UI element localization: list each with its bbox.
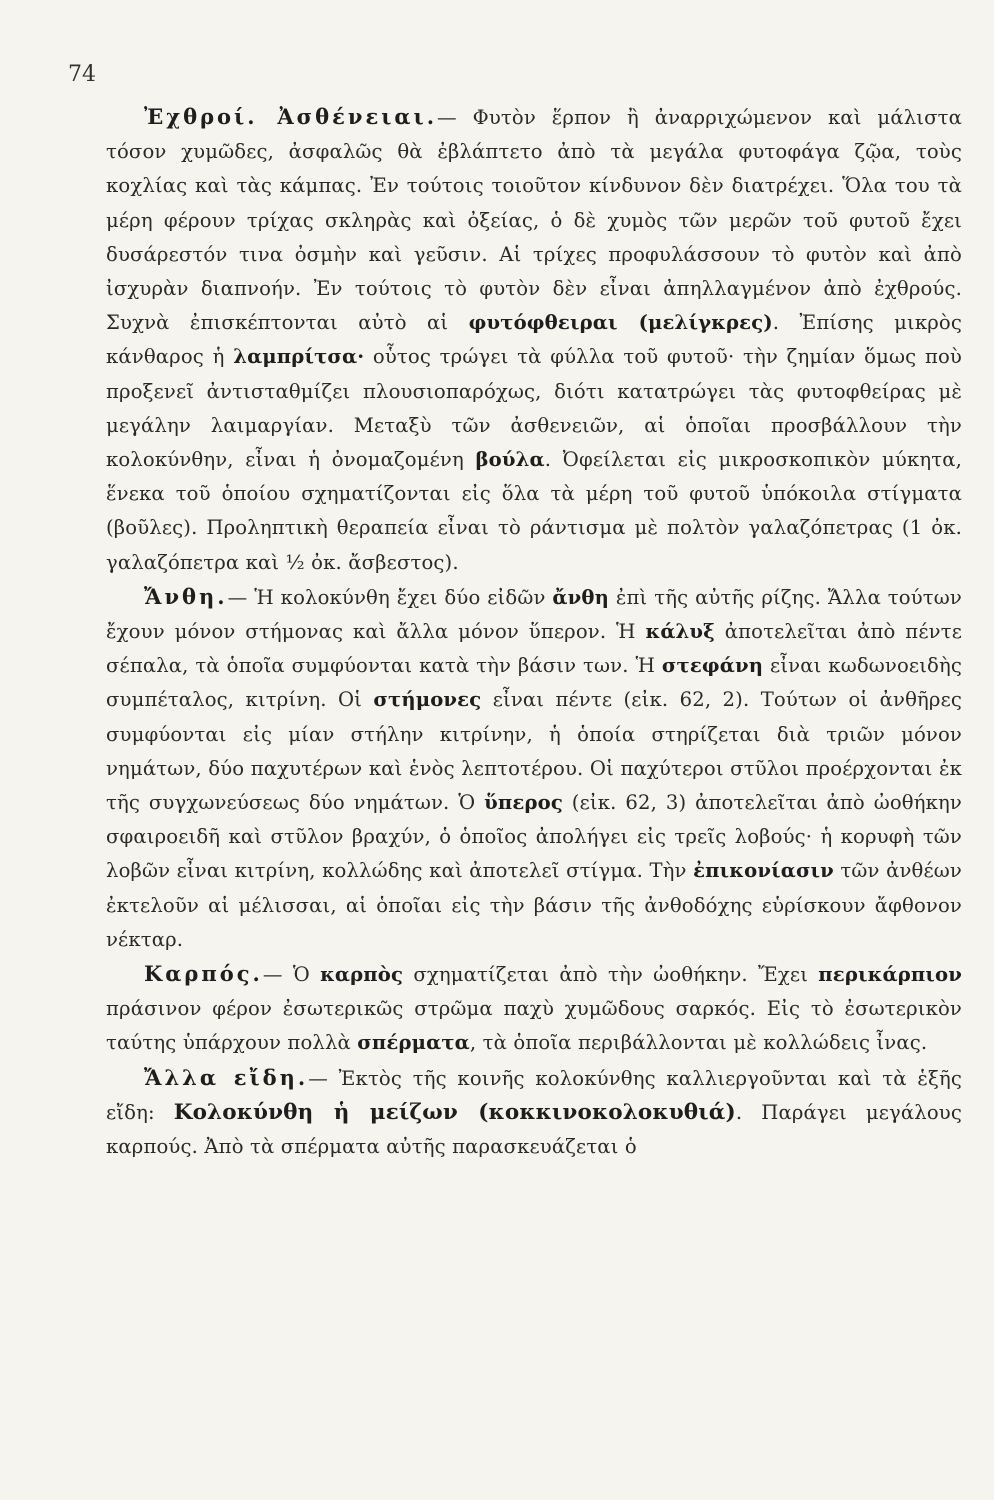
paragraph-fruit (106, 957, 962, 1061)
bold-term: Κολοκύνθη ἡ μείζων (κοκκινοκολοκυθιά) (173, 1099, 736, 1125)
bold-term: σπέρματα (357, 1031, 470, 1055)
text-run: — Ἐκτὸς τῆς κοινῆς κολοκύνθης καλλιεργοῦνται καὶ τὰ ἑξῆς εἴδη: (106, 1066, 962, 1124)
bold-term: περικάρπιον (818, 963, 962, 987)
bold-term: λαμπρίτσα· (233, 345, 365, 369)
section-heading: Ἄλλα εἴδη. (144, 1064, 309, 1090)
bold-term: κάλυξ (645, 620, 715, 644)
text-run: εἶναι κωδωνοειδὴς συμπέταλος, κιτρίνη. Οἱ (106, 654, 962, 712)
bold-term: φυτόφθειραι (μελίγκρες) (468, 311, 773, 335)
text-run: (εἰκ. 62, 3) ἀποτελεῖται ἀπὸ ὠοθήκην σφαιροειδῆ καὶ στῦλον βραχύν, ὁ ὁποῖος ἀπολήγει εἰς τρεῖς λοβούς· ἡ κορυφὴ τῶν λοβῶν εἶναι κιτρίνη, κολλώδης καὶ ἀποτελεῖ στίγμα. Τὴν (106, 791, 962, 883)
text-run: τῶν ἀνθέων ἐκτελοῦν αἱ μέλισσαι, αἱ ὁποῖαι εἰς τὴν βάσιν τῆς ἀνθοδόχης εὑρίσκουν ἄφθονον νέκταρ. (106, 859, 962, 951)
text-run: ἐπὶ τῆς αὐτῆς ρίζης. Ἄλλα τούτων ἔχουν μόνον στήμονας καὶ ἄλλα μόνον ὕπερον. Ἡ (106, 585, 962, 644)
bold-term: στεφάνη (661, 654, 764, 678)
section-heading: Καρπός. (144, 961, 263, 987)
bold-term: ὕπερος (484, 791, 563, 815)
bold-term: καρπὸς (320, 963, 404, 987)
text-run: . Ἐπίσης μικρὸς κάνθαρος ἡ (106, 311, 962, 369)
text-run: . Ὀφείλεται εἰς μικροσκοπικὸν μύκητα, ἕνεκα τοῦ ὁποίου σχηματίζονται εἰς ὅλα τὰ μέρη τοῦ φυτοῦ ὑπόκοιλα στίγματα (βοῦλες). Προληπτικὴ θεραπεία εἶναι τὸ ράντισμα μὲ πολτὸν γαλαζόπετρας (1 ὀκ. γαλαζόπετρα καὶ ½ ὀκ. ἄσβεστος). (106, 448, 962, 574)
bold-term: βούλα (475, 448, 545, 472)
text-run: — Ὁ (262, 963, 321, 987)
text-run: πράσινον φέρον ἐσωτερικῶς στρῶμα παχὺ χυμῶδους σαρκός. Εἰς τὸ ἐσωτερικὸν ταύτης ὑπάρχουν πολλὰ (106, 997, 962, 1055)
text-run: οὗτος τρώγει τὰ φύλλα τοῦ φυτοῦ· τὴν ζημίαν ὅμως ποὺ προξενεῖ ἀντισταθμίζει πλουσιοπαρόχως, διότι κατατρώγει τὰς φυτοφθείρας μὲ μεγάλην λαιμαργίαν. Μεταξὺ τῶν ἀσθενειῶν, αἱ ὁποῖαι προσβάλλουν τὴν κολοκύνθην, εἶναι ἡ ὀνομαζομένη (106, 345, 962, 472)
section-heading: Ἐχθροί. Ἀσθένειαι. (144, 104, 438, 129)
paragraph-other-species (106, 1061, 962, 1165)
text-run: . Παράγει μεγάλους καρπούς. Ἀπὸ τὰ σπέρματα αὐτῆς παρασκευάζεται ὁ (106, 1100, 962, 1159)
text-run: εἶναι πέντε (εἰκ. 62, 2). Τούτων οἱ ἀνθῆρες συμφύονται εἰς μίαν στήλην κιτρίνην, ἡ ὁποία στηρίζεται διὰ τριῶν μόνον νημάτων, δύο παχυτέρων καὶ ἑνὸς λεπτοτέρου. Οἱ παχύτεροι στῦλοι προέρχονται ἐκ τῆς συγχωνεύσεως δύο νημάτων. Ὁ (106, 688, 962, 815)
paragraph-enemies-diseases (106, 100, 962, 580)
page-number: 74 (68, 62, 96, 87)
text-run: σχηματίζεται ἀπὸ τὴν ὠοθήκην. Ἔχει (403, 963, 819, 987)
paragraph-flowers (106, 580, 962, 957)
text-run: , τὰ ὁποῖα περιβάλλονται μὲ κολλώδεις ἶνας. (469, 1031, 928, 1055)
section-heading: Ἄνθη. (144, 583, 228, 609)
text-run: ἀποτελεῖται ἀπὸ πέντε σέπαλα, τὰ ὁποῖα συμφύονται κατὰ τὴν βάσιν των. Ἡ (106, 620, 962, 678)
text-run: — Φυτὸν ἕρπον ἢ ἀναρριχώμενον καὶ μάλιστα τόσον χυμῶδες, ἀσφαλῶς θὰ ἐβλάπτετο ἀπὸ τὰ μεγάλα φυτοφάγα ζῷα, τοὺς κοχλίας καὶ τὰς κάμπας. Ἐν τούτοις τοιοῦτον κίνδυνον δὲν διατρέχει. Ὅλα του τὰ μέρη φέρουν τρίχας σκληρὰς καὶ ὀξείας, ὁ δὲ χυμὸς τῶν μερῶν τοῦ φυτοῦ ἔχει δυσάρεστόν τινα ὀσμὴν καὶ γεῦσιν. Αἱ τρίχες προφυλάσσουν τὸ φυτὸν καὶ ἀπὸ ἰσχυρὰν διαπνοήν. Ἐν τούτοις τὸ φυτὸν δὲν εἶναι ἀπηλλαγμένον ἀπὸ ἐχθρούς. Συχνὰ ἐπισκέπτονται αὐτὸ αἱ (106, 106, 962, 335)
bold-term: ἐπικονίασιν (693, 859, 834, 883)
text-body (106, 100, 962, 1164)
bold-term: στήμονες (373, 688, 482, 712)
bold-term: ἄνθη (552, 585, 609, 609)
text-run: — Ἡ κολοκύνθη ἔχει δύο εἰδῶν (227, 585, 553, 609)
